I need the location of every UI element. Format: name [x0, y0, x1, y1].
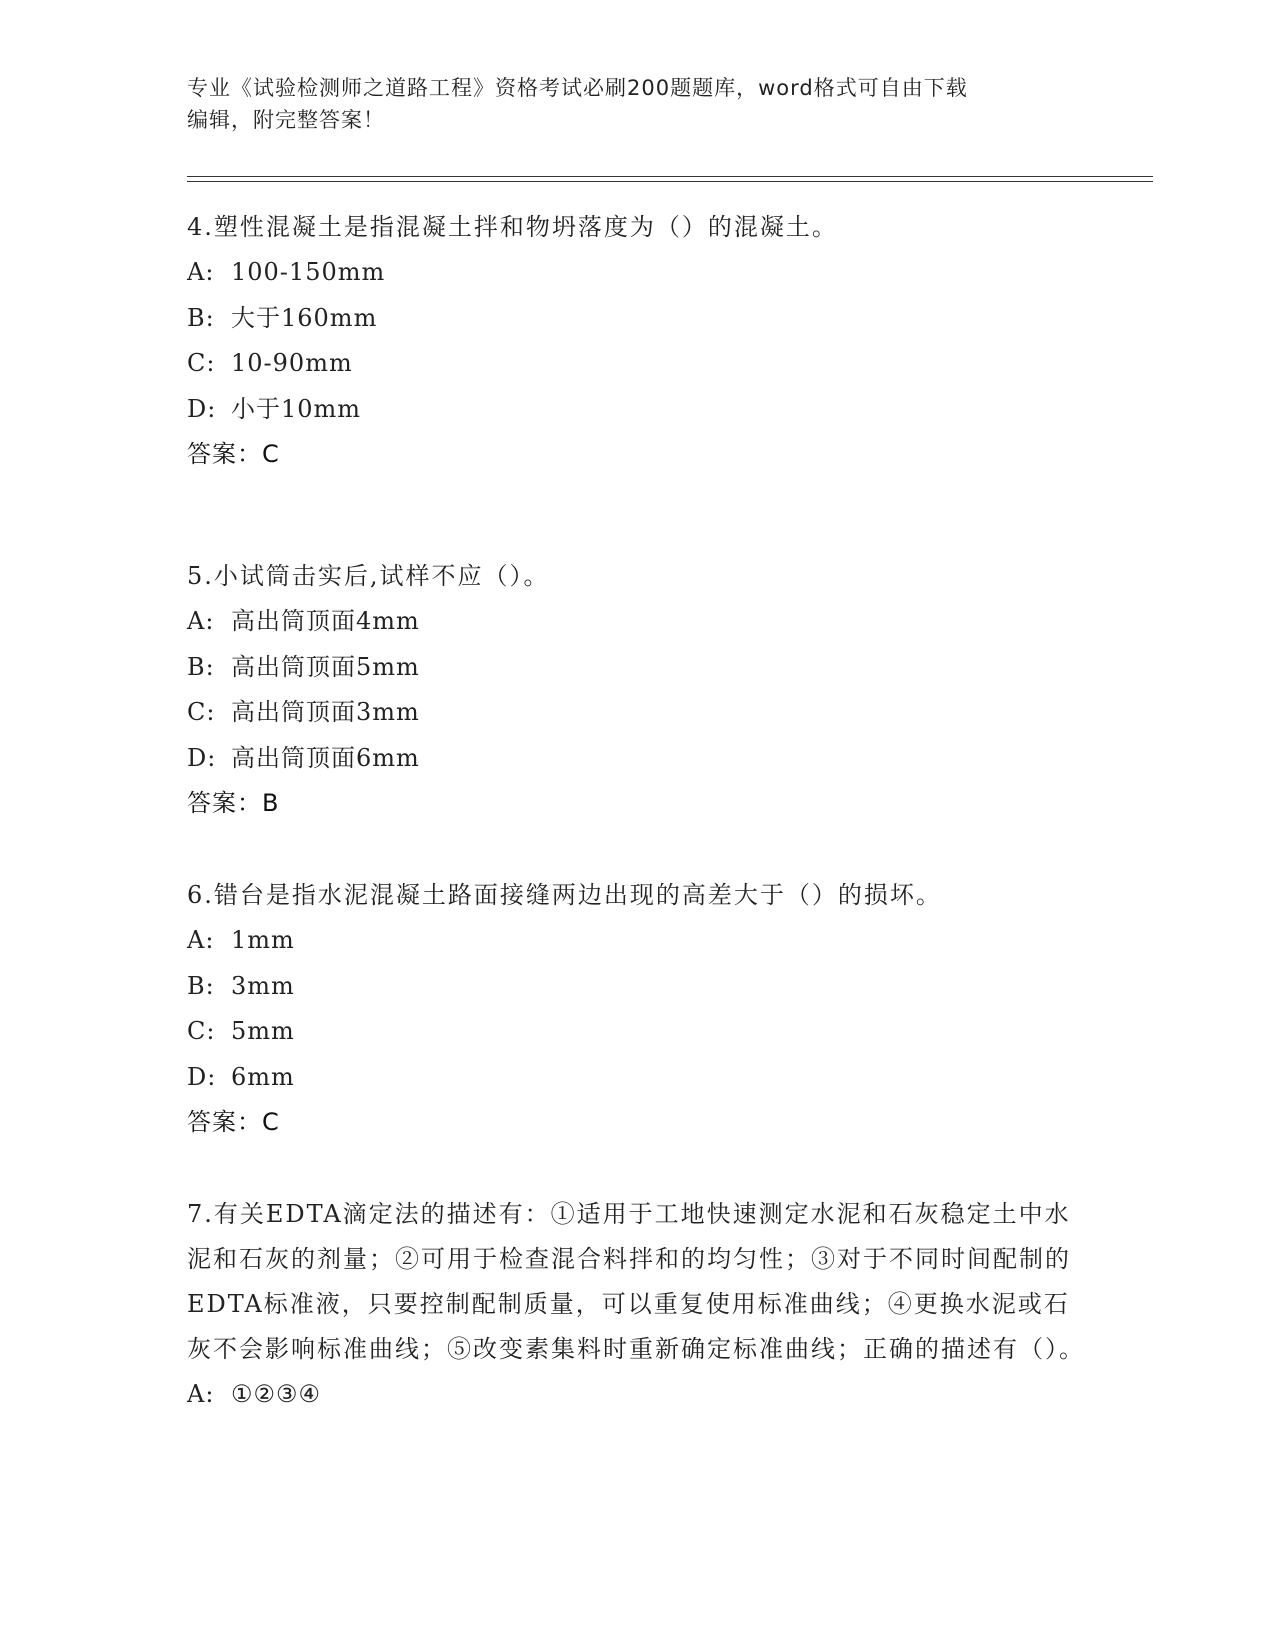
option-b	[187, 645, 1087, 691]
option-text: 6mm	[231, 1062, 295, 1091]
option-text: 10-90mm	[231, 349, 353, 377]
option-a	[187, 918, 1087, 964]
question-stem: 4.塑性混凝土是指混凝土拌和物坍落度为（）的混凝土。	[187, 213, 838, 241]
question-4	[187, 205, 1087, 477]
option-d	[187, 1055, 1087, 1101]
option-letter: A:	[187, 258, 215, 286]
header-line-2: 编辑，附完整答案！	[187, 108, 385, 132]
option-b	[187, 964, 1087, 1010]
option-a	[187, 599, 1087, 645]
option-letter: D:	[187, 1062, 217, 1091]
question-5	[187, 554, 1087, 826]
option-d	[187, 387, 1087, 433]
option-letter: A:	[187, 607, 215, 635]
option-letter: B:	[187, 971, 215, 1000]
question-stem: 6.错台是指水泥混凝土路面接缝两边出现的高差大于（）的损坏。	[187, 881, 942, 909]
header-divider-bottom	[187, 181, 1153, 182]
option-text: 高出筒顶面4mm	[231, 607, 420, 635]
option-letter: B:	[187, 303, 215, 332]
option-text: 高出筒顶面3mm	[231, 698, 420, 726]
option-letter: B:	[187, 652, 215, 681]
answer-line: 答案：B	[187, 789, 280, 817]
option-letter: D:	[187, 394, 217, 423]
option-d	[187, 736, 1087, 782]
question-6	[187, 873, 1087, 1145]
option-text: 高出筒顶面6mm	[231, 743, 420, 772]
header-line-1: 专业《试验检测师之道路工程》资格考试必刷200题题库，word格式可自由下载	[187, 76, 968, 100]
option-letter: C:	[187, 698, 216, 726]
option-text: 小于10mm	[231, 394, 362, 423]
option-text: 1mm	[231, 926, 295, 954]
question-stem: 7.有关EDTA滴定法的描述有：①适用于工地快速测定水泥和石灰稳定土中水泥和石灰的剂量；②可用于检查混合料拌和的均匀性；③对于不同时间配制的EDTA标准液，只要控制配制质量，可以重复使用标准曲线；④更换水泥或石灰不会影响标准曲线；⑤改变素集料时重新确定标准曲线；正确的描述有（）。	[187, 1200, 1085, 1363]
option-text: ①②③④	[231, 1380, 322, 1408]
option-letter: C:	[187, 349, 216, 377]
option-letter: C:	[187, 1017, 216, 1045]
option-text: 100-150mm	[231, 258, 386, 286]
answer-line: 答案：C	[187, 440, 280, 468]
document-header	[187, 72, 1067, 136]
option-text: 高出筒顶面5mm	[231, 652, 420, 681]
question-7	[187, 1192, 1087, 1418]
header-divider-top	[187, 176, 1153, 177]
option-text: 3mm	[231, 971, 295, 1000]
option-letter: A:	[187, 1380, 215, 1408]
option-c	[187, 1009, 1087, 1055]
option-c	[187, 341, 1087, 387]
option-text: 大于160mm	[231, 303, 378, 332]
option-text: 5mm	[231, 1017, 295, 1045]
option-letter: A:	[187, 926, 215, 954]
option-c	[187, 690, 1087, 736]
option-a	[187, 250, 1087, 296]
answer-line: 答案：C	[187, 1108, 280, 1136]
option-a	[187, 1372, 1087, 1418]
option-letter: D:	[187, 743, 217, 772]
option-b	[187, 296, 1087, 342]
question-stem: 5.小试筒击实后,试样不应（）。	[187, 562, 550, 590]
